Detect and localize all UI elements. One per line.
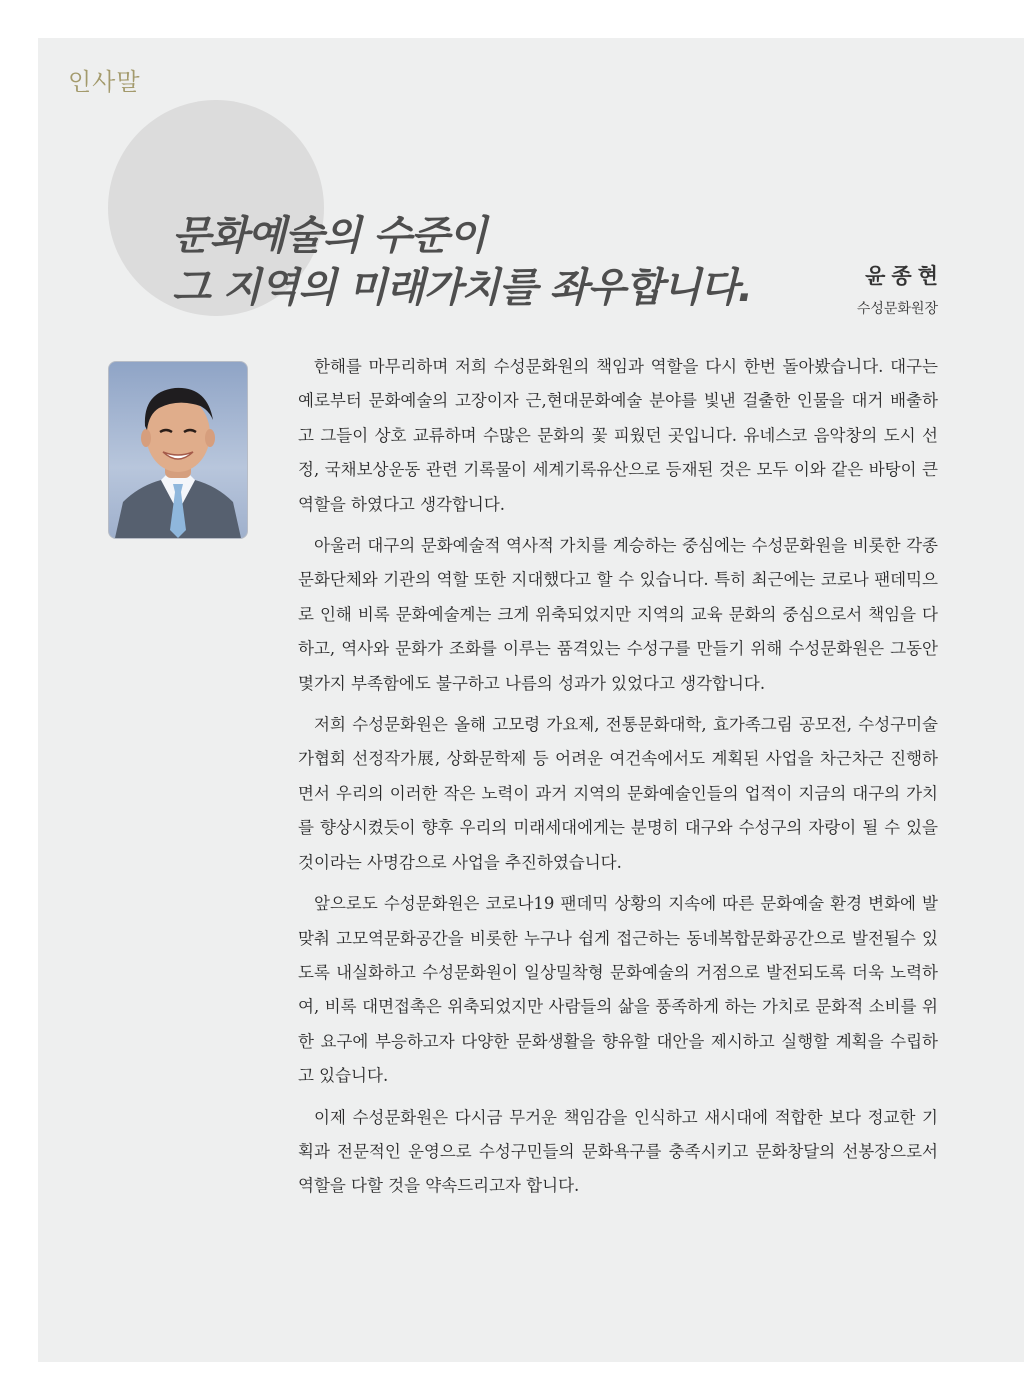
body-paragraph: 아울러 대구의 문화예술적 역사적 가치를 계승하는 중심에는 수성문화원을 비롯한 각종 문화단체와 기관의 역할 또한 지대했다고 할 수 있습니다. 특히 최근에는 코로나 팬데믹으로 인해 비록 문화예술계는 크게 위축되었지만 지역의 교육 문화의 중심으로서 책임을 다하고, 역사와 문화가 조화를 이루는 품격있는 수성구를 만들기 위해 수성문화원은 그동안 몇가지 부족함에도 불구하고 나름의 성과가 있었다고 생각합니다. bbox=[298, 536, 938, 693]
body-paragraph: 저희 수성문화원은 올해 고모령 가요제, 전통문화대학, 효가족그림 공모전, 수성구미술가협회 선정작가展, 상화문학제 등 어려운 여건속에서도 계획된 사업을 차근차근 진행하면서 우리의 이러한 작은 노력이 과거 지역의 문화예술인들의 업적이 지금의 대구의 가치를 향상시켰듯이 향후 우리의 미래세대에게는 분명히 대구와 수성구의 자랑이 될 수 있을 것이라는 사명감으로 사업을 추진하였습니다. bbox=[298, 715, 938, 872]
body-paragraph: 앞으로도 수성문화원은 코로나19 팬데믹 상황의 지속에 따른 문화예술 환경 변화에 발맞춰 고모역문화공간을 비롯한 누구나 쉽게 접근하는 동네복합문화공간으로 발전될수 있도록 내실화하고 수성문화원이 일상밀착형 문화예술의 거점으로 발전되도록 더욱 노력하여, 비록 대면접촉은 위축되었지만 사람들의 삶을 풍족하게 하는 가치로 문화적 소비를 위한 요구에 부응하고자 다양한 문화생활을 향유할 대안을 제시하고 실행할 계획을 수립하고 있습니다. bbox=[298, 894, 938, 1086]
section-label: 인사말 bbox=[68, 68, 141, 96]
headline-line-2: 그 지역의 미래가치를 좌우합니다. bbox=[172, 265, 752, 311]
author-title: 수성문화원장 bbox=[856, 301, 938, 317]
message-body bbox=[298, 350, 938, 1211]
headline bbox=[172, 210, 752, 314]
author-block bbox=[856, 260, 944, 318]
body-paragraph: 이제 수성문화원은 다시금 무거운 책임감을 인식하고 새시대에 적합한 보다 정교한 기획과 전문적인 운영으로 수성구민들의 문화욕구를 충족시키고 문화창달의 선봉장으로서 역할을 다할 것을 약속드리고자 합니다. bbox=[298, 1107, 938, 1196]
portrait-illustration bbox=[109, 362, 247, 538]
body-paragraph: 한해를 마무리하며 저희 수성문화원의 책임과 역할을 다시 한번 돌아봤습니다. 대구는 예로부터 문화예술의 고장이자 근,현대문화예술 분야를 빛낸 걸출한 인물을 대거 배출하고 그들이 상호 교류하며 수많은 문화의 꽃 피웠던 곳입니다. 유네스코 음악창의 도시 선정, 국채보상운동 관련 기록물이 세계기록유산으로 등재된 것은 모두 이와 같은 바탕이 큰 역할을 하였다고 생각합니다. bbox=[298, 357, 938, 514]
headline-line-1: 문화예술의 수준이 bbox=[172, 213, 487, 259]
author-name: 윤종현 bbox=[865, 263, 944, 288]
author-portrait bbox=[108, 361, 248, 539]
page-panel bbox=[38, 38, 1024, 1362]
